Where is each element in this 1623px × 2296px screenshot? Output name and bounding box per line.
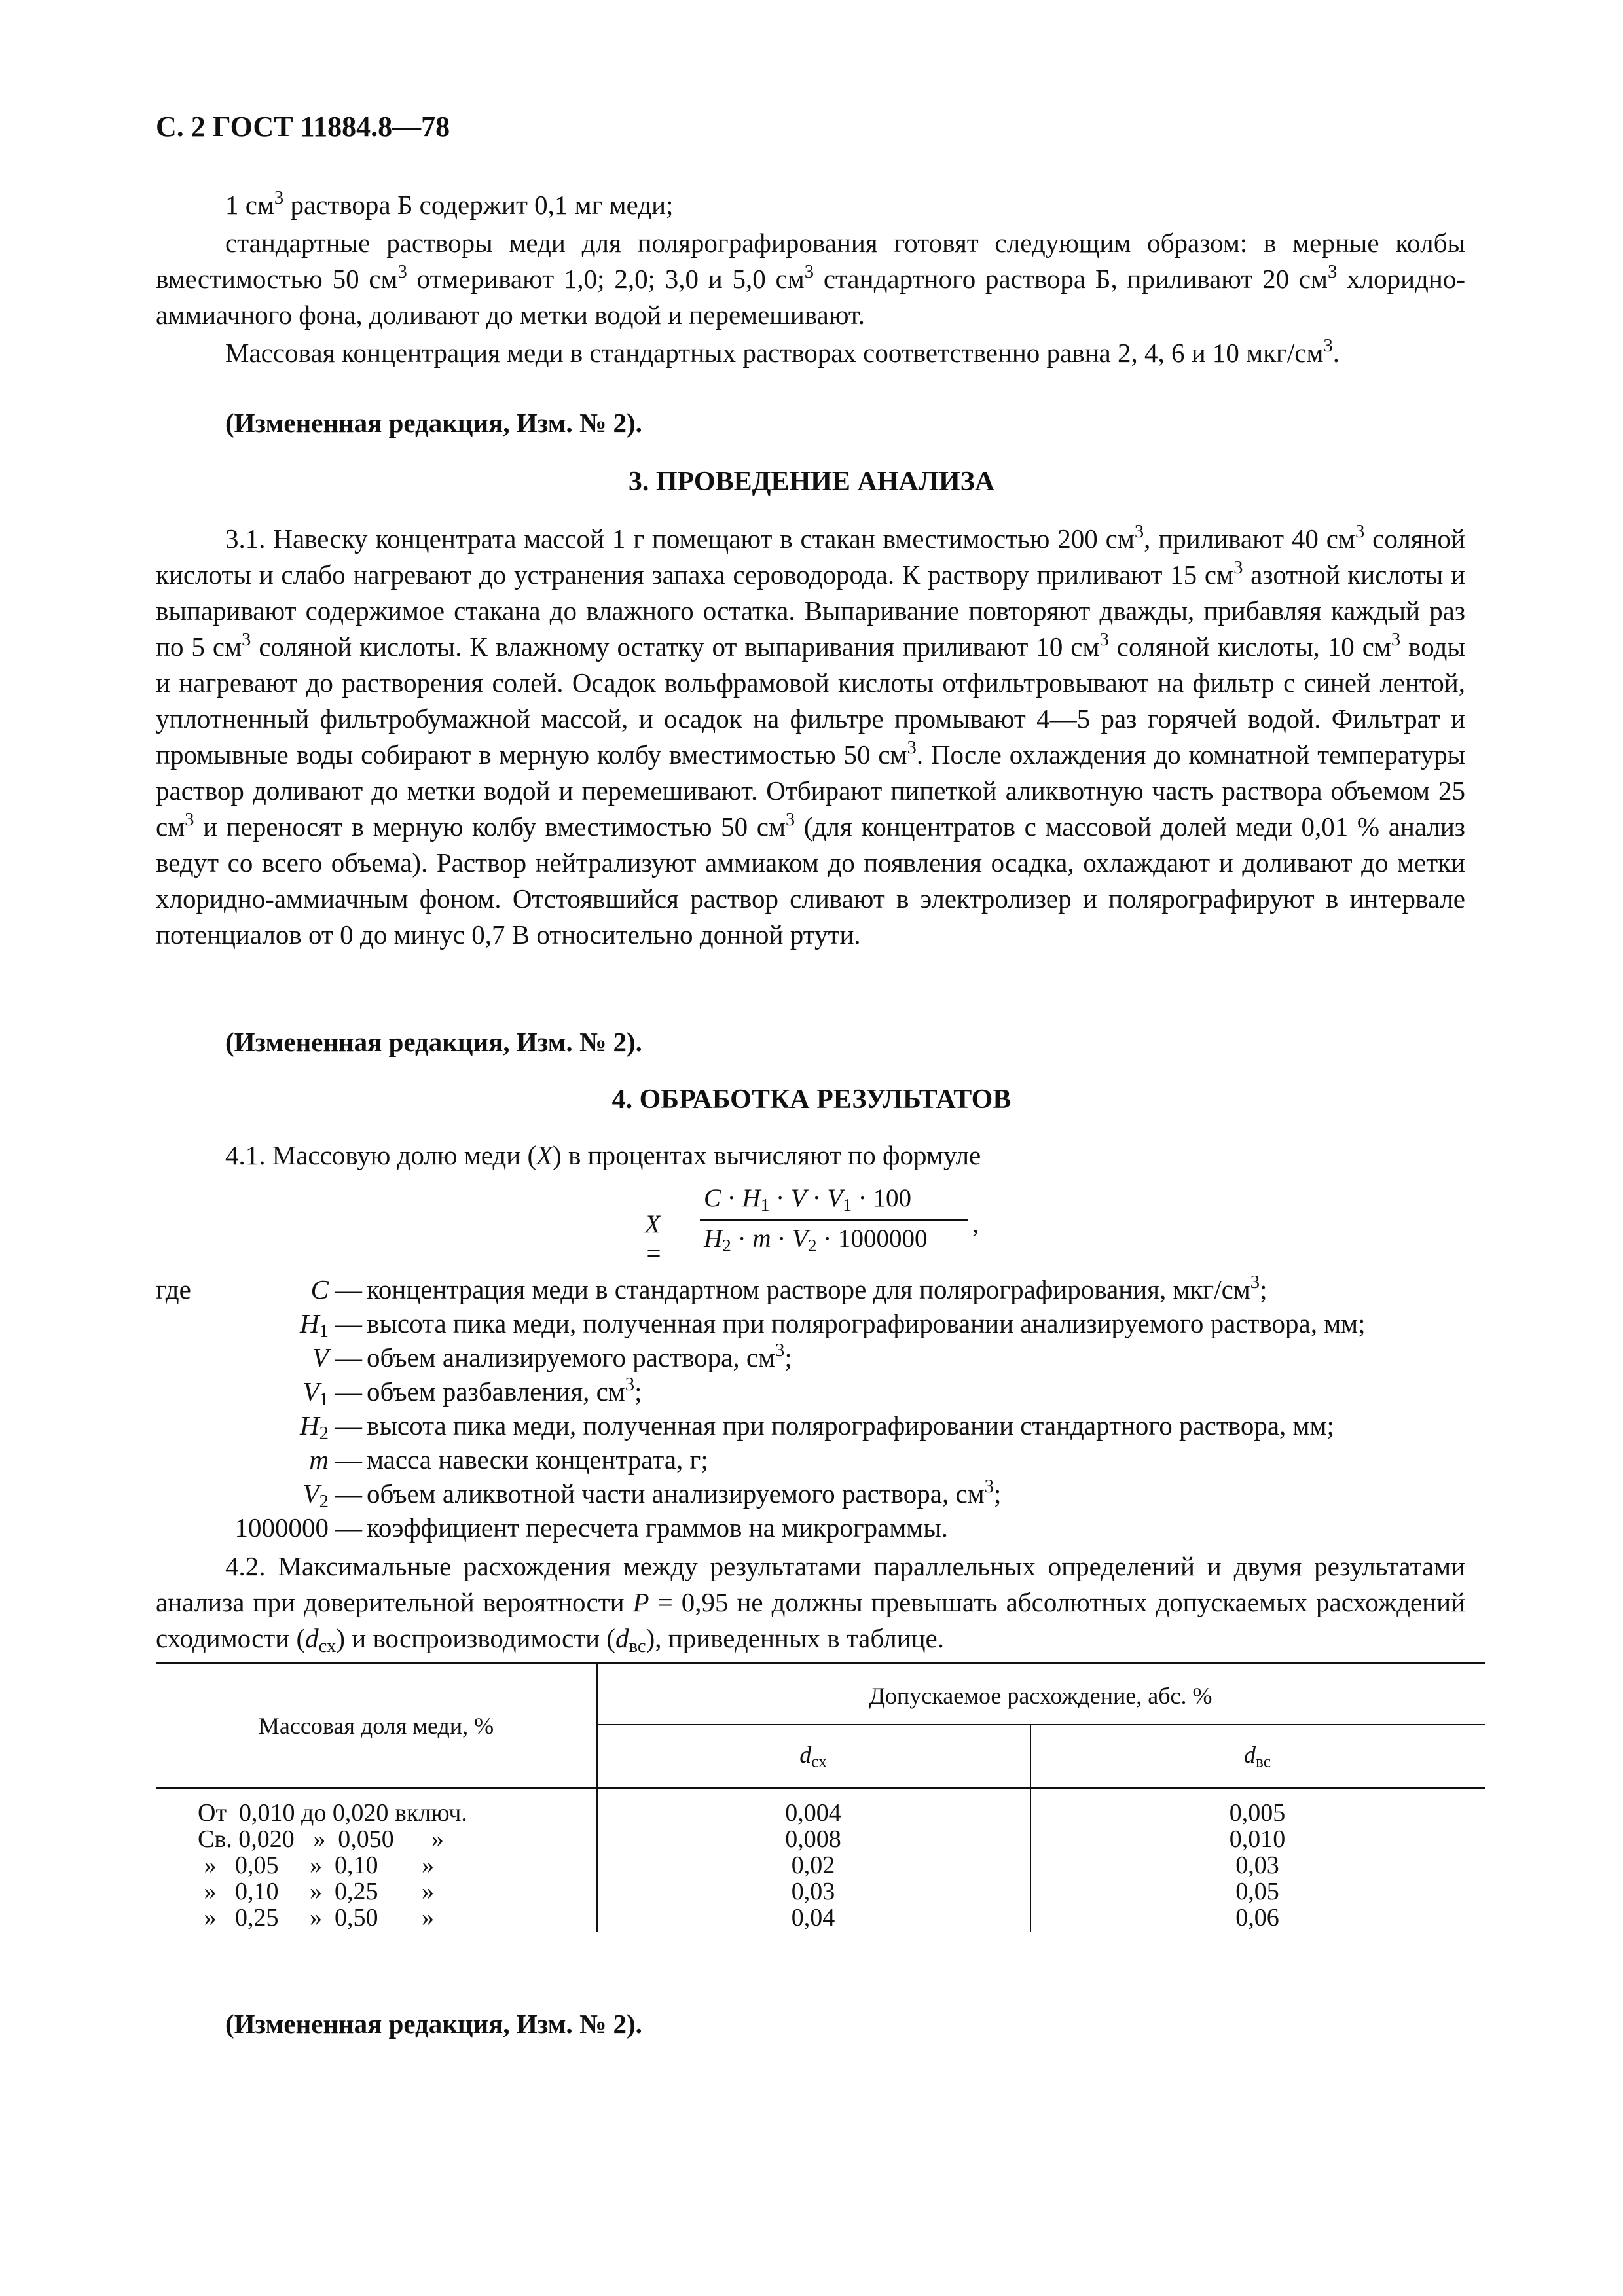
definition-symbol: 1000000: [234, 1513, 329, 1543]
definition-symbol: m: [309, 1444, 329, 1475]
amendment-note-3: (Измененная редакция, Изм. № 2).: [225, 2009, 642, 2039]
definition-text: высота пика меди, полученная при полярографировании анализируемого раствора, мм;: [367, 1308, 1366, 1338]
definition-text: концентрация меди в стандартном растворе для полярографирования, мкг/$см^3$;: [367, 1272, 1267, 1304]
table-header-dcx: $d_{сх}$: [799, 1742, 827, 1771]
table-cell-dcx: 0,008: [785, 1825, 841, 1853]
table-cell-range: » 0,25 » 0,50 »: [198, 1904, 434, 1931]
definition-symbol: $H_1$: [300, 1308, 329, 1342]
table-cell-dcx: 0,04: [791, 1904, 835, 1931]
definition-text: объем аликвотной части анализируемого раствора, $см^3$;: [367, 1476, 1002, 1509]
intro-paragraph-3: Массовая концентрация меди в стандартных растворах соответственно равна 2, 4, 6 и 10 мкг/$см^3$.: [225, 335, 1340, 368]
page-header: С. 2 ГОСТ 11884.8—78: [156, 111, 450, 143]
amendment-note-2: (Измененная редакция, Изм. № 2).: [225, 1027, 642, 1057]
formula-numerator: $C \cdot H_1 \cdot V \cdot V_1 \cdot 100$: [704, 1184, 911, 1215]
section-3-title: 3. ПРОВЕДЕНИЕ АНАЛИЗА: [628, 467, 995, 497]
definition-symbol: $V_1$: [302, 1376, 329, 1410]
document-page: С. 2 ГОСТ 11884.8—78 1 $см^3$ раствора Б содержит 0,1 мг меди; стандартные растворы меди для полярографирования готовят следующим образом: в мерные колбы вместимостью 50 $см^3$ отмеривают 1,0; 2,0; 3,0 и 5,0 $см^3$ стандартного раствора Б, приливают 20 $см^3$ хлоридно-аммиачного фона, доливают до метки водой и перемешивают. Массовая концентрация меди в стандартных растворах соответственно равна 2, 4, 6 и 10 мкг/$см^3$. (Измененная редакция, Изм. № 2). 3. ПРОВЕДЕНИЕ АНАЛИЗА 3.1. Навеску концентрата массой 1 г помещают в стакан вместимостью 200 $см^3$, приливают 40 $см^3$ соляной кислоты и слабо нагревают до устранения запаха сероводорода. К раствору приливают 15 $см^3$ азотной кислоты и выпаривают содержимое стакана до влажного остатка. Выпаривание повторяют дважды, прибавляя каждый раз по 5 $см^3$ соляной кислоты. К влажному остатку от выпаривания приливают 10 $см^3$ соляной кислоты, 10 $см^3$ воды и нагревают до растворения солей. Осадок вольфрамовой кислоты отфильтровывают на фильтр с синей лентой, уплотненный фильтробумажной массой, и осадок на фильтре промывают 4—5 раз горячей водой. Фильтрат и промывные воды собирают в мерную колбу вместимостью 50 $см^3$. После охлаждения до комнатной температуры раствор доливают до метки водой и перемешивают. Отбирают пипеткой аликвотную часть раствора объемом 25 $см^3$ и переносят в мерную колбу вместимостью 50 $см^3$ (для концентратов с массовой долей меди 0,01 % анализ ведут со всего объема). Раствор нейтрализуют аммиаком до появления осадка, охлаждают и доливают до метки хлоридно-аммиачным фоном. Отстоявшийся раствор сливают в электролизер и полярографируют в интервале потенциалов от 0 до минус 0,7 В относительно донной ртути. (Измененная редакция, Изм. № 2). 4. ОБРАБОТКА РЕЗУЛЬТАТОВ 4.1. Массовую долю меди (X) в процентах вычисляют по формуле X = $C \cdot H_1 \cdot V \cdot V_1 \cdot 100$ $H_2 \cdot m \cdot V_2 \cdot 1000000$ , где C — концентрация меди в стандартном растворе для полярографирования, мкг/$см^3$; $H_1$ — высота пика меди, полученная при полярографировании анализируемого раствора, мм; V — объем анализируемого раствора, $см^3$; $V_1$ — объем разбавления, $см^3$; $H_2$ — высота пика меди, полученная при полярографировании стандартного раствора, мм; m — масса навески концентрата, г; $V_2$ — объем аликвотной части анализируемого раствора, $см^3$; 1000000 — коэффициент пересчета граммов на микрограммы. 4.2. Максимальные расхождения между результатами параллельных определений и двумя результатами анализа при доверительной вероятности P = 0,95 не должны превышать абсолютных допускаемых расхождений сходимости $(d_{сх})$ и воспроизводимости $(d_{вс})$, приведенных в таблице. Массовая доля меди, % Допускаемое расхождение, абс. % $d_{сх}$ $d_{вс}$ От 0,010 до 0,020 включ. 0,004 0,005 Св. 0,020 » 0,050 » 0,008 0,010 » 0,05 » 0,10 » 0,02 0,03 » 0,10 » 0,25 » 0,03 0,05 » 0,25 » 0,50 » 0,04 0,06 (Измененная редакция, Изм. № 2).: [0, 0, 1623, 2296]
definition-text: коэффициент пересчета граммов на микрограммы.: [367, 1513, 949, 1543]
definition-symbol: $V_2$: [302, 1479, 329, 1513]
definition-dash: —: [335, 1513, 362, 1543]
intro-line-1: 1 $см^3$ раствора Б содержит 0,1 мг меди;: [225, 187, 674, 220]
definition-text: масса навески концентрата, г;: [367, 1444, 708, 1475]
table-cell-dcx: 0,02: [791, 1852, 835, 1879]
section-3-paragraph: 3.1. Навеску концентрата массой 1 г помещают в стакан вместимостью 200 $см^3$, приливают 40 $см^3$ соляной кислоты и слабо нагревают до устранения запаха сероводорода. К раствору приливают 15 $см^3$ азотной кислоты и выпаривают содержимое стакана до влажного остатка. Выпаривание повторяют дважды, прибавляя каждый раз по 5 $см^3$ соляной кислоты. К влажному остатку от выпаривания приливают 10 $см^3$ соляной кислоты, 10 $см^3$ воды и нагревают до растворения солей. Осадок вольфрамовой кислоты отфильтровывают на фильтр с синей лентой, уплотненный фильтробумажной массой, и осадок на фильтре промывают 4—5 раз горячей водой. Фильтрат и промывные воды собирают в мерную колбу вместимостью 50 $см^3$. После охлаждения до комнатной температуры раствор доливают до метки водой и перемешивают. Отбирают пипеткой аликвотную часть раствора объемом 25 $см^3$ и переносят в мерную колбу вместимостью 50 $см^3$ (для концентратов с массовой долей меди 0,01 % анализ ведут со всего объема). Раствор нейтрализуют аммиаком до появления осадка, охлаждают и доливают до метки хлоридно-аммиачным фоном. Отстоявшийся раствор сливают в электролизер и полярографируют в интервале потенциалов от 0 до минус 0,7 В относительно донной ртути.: [156, 521, 1465, 950]
formula-denominator: $H_2 \cdot m \cdot V_2 \cdot 1000000$: [704, 1225, 928, 1255]
definition-dash: —: [335, 1479, 362, 1509]
table-header-dvs: $d_{вс}$: [1244, 1742, 1271, 1771]
table-top-rule: [156, 1662, 1485, 1664]
formula-lhs: X =: [645, 1210, 663, 1268]
table-cell-dvs: 0,010: [1229, 1825, 1286, 1853]
table-header-rule: [156, 1787, 1485, 1789]
definition-dash: —: [335, 1308, 362, 1338]
section-4-title: 4. ОБРАБОТКА РЕЗУЛЬТАТОВ: [611, 1085, 1012, 1115]
table-cell-dcx: 0,004: [785, 1799, 841, 1827]
table-cell-dvs: 0,005: [1229, 1799, 1286, 1827]
table-cell-range: » 0,10 » 0,25 »: [198, 1878, 434, 1905]
where-label: где: [156, 1274, 191, 1304]
tolerance-table: [156, 1662, 1485, 1937]
table-cell-range: От 0,010 до 0,020 включ.: [198, 1799, 467, 1827]
paragraph-4-1: 4.1. Массовую долю меди (X) в процентах вычисляют по формуле: [225, 1140, 981, 1170]
table-cell-dvs: 0,06: [1235, 1904, 1279, 1931]
table-col1-header: Массовая доля меди, %: [258, 1713, 494, 1739]
table-group-rule: [596, 1724, 1485, 1725]
table-cell-range: Св. 0,020 » 0,050 »: [198, 1825, 444, 1853]
definition-dash: —: [335, 1342, 362, 1372]
definition-dash: —: [335, 1376, 362, 1407]
table-cell-dvs: 0,05: [1235, 1878, 1279, 1905]
definition-symbol: V: [312, 1342, 329, 1372]
paragraph-4-2: 4.2. Максимальные расхождения между результатами параллельных определений и двумя результатами анализа при доверительной вероятности P = 0,95 не должны превышать абсолютных допускаемых расхождений сходимости $(d_{сх})$ и воспроизводимости $(d_{вс})$, приведенных в таблице.: [156, 1551, 1465, 1657]
fraction-bar: [700, 1219, 968, 1221]
table-cell-dvs: 0,03: [1235, 1852, 1279, 1879]
amendment-note-1: (Измененная редакция, Изм. № 2).: [225, 408, 642, 438]
definition-dash: —: [335, 1410, 362, 1441]
table-group-header: Допускаемое расхождение, абс. %: [869, 1683, 1213, 1709]
definition-symbol: C: [310, 1274, 329, 1304]
definition-dash: —: [335, 1274, 362, 1304]
definition-symbol: $H_2$: [300, 1410, 329, 1444]
definition-text: высота пика меди, полученная при полярографировании стандартного раствора, мм;: [367, 1410, 1334, 1441]
definition-text: объем анализируемого раствора, $см^3$;: [367, 1340, 792, 1372]
intro-paragraph-2: стандартные растворы меди для полярографирования готовят следующим образом: в мерные колбы вместимостью 50 $см^3$ отмеривают 1,0; 2,0; 3,0 и 5,0 $см^3$ стандартного раствора Б, приливают 20 $см^3$ хлоридно-аммиачного фона, доливают до метки водой и перемешивают.: [156, 228, 1465, 330]
definition-text: объем разбавления, $см^3$;: [367, 1374, 642, 1407]
table-cell-dcx: 0,03: [791, 1878, 835, 1905]
definition-dash: —: [335, 1444, 362, 1475]
table-cell-range: » 0,05 » 0,10 »: [198, 1852, 434, 1879]
